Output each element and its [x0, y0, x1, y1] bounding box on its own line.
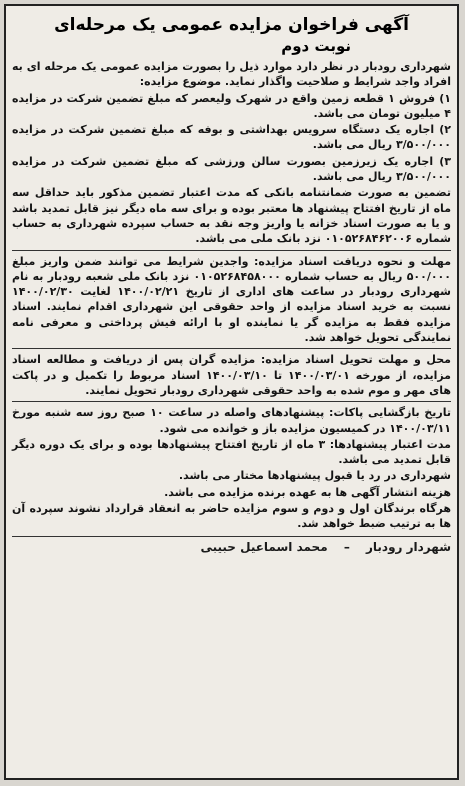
validity-paragraph: مدت اعتبار پیشنهادها: ۳ ماه از تاریخ افتتاح پیشنهادها بوده و برای یک دوره دیگر قابل تمدید می باشد. [12, 437, 451, 467]
documents-delivery-paragraph: محل و مهلت تحویل اسناد مزایده: مزایده گران پس از دریافت و مطالعه اسناد مزایده، از مورخه ۱۴۰۰/۰۳/۰۱ تا ۱۴۰۰/۰۳/۱۰ اسناد مربوط را تکمیل و در پاکت های مهر و موم شده به واحد حقوقی شهرداری رودبار تحویل نمایند. [12, 353, 451, 397]
opening-date-paragraph: تاریخ بازگشایی پاکات: پیشنهادهای واصله در ساعت ۱۰ صبح روز سه شنبه مورخ ۱۴۰۰/۰۳/۱۱ در کمیسیون مزایده باز و خوانده می شود. [12, 406, 452, 435]
signature-separator: – [343, 539, 350, 554]
rights-paragraph: شهرداری در رد یا قبول پیشنهادها مختار می باشد. [178, 469, 451, 483]
item-3-paragraph: ۳) اجاره یک زیرزمین بصورت سالن ورزشی که مبلغ تضمین شرکت در مزایده ۳/۵۰۰/۰۰۰ ریال می باشد. [12, 154, 451, 184]
item-1-paragraph: ۱) فروش ۱ قطعه زمین واقع در شهرک ولیعصر که مبلغ تضمین شرکت در مزایده ۴ میلیون تومان می باشد. [12, 91, 452, 120]
signature-role: شهردار رودبار [366, 539, 451, 554]
notice-subtitle: نوبت دوم [281, 37, 351, 55]
intro-paragraph: شهرداری رودبار در نظر دارد موارد ذیل را بصورت مزایده عمومی یک مرحله ای به افراد واجد شرایط و صلاحیت واگذار نماید. موضوع مزایده: [12, 60, 451, 89]
signature-line [12, 536, 451, 554]
signature-name: محمد اسماعیل حبیبی [200, 539, 328, 554]
notice-title: آگهی فراخوان مزایده عمومی یک مرحله‌ای [54, 15, 409, 35]
fees-paragraph: هزینه انتشار آگهی ها به عهده برنده مزایده می باشد. [164, 485, 451, 499]
auction-notice [4, 4, 459, 780]
divider [12, 401, 451, 402]
documents-receipt-paragraph: مهلت و نحوه دریافت اسناد مزایده: واجدین شرایط می توانند ضمن واریز مبلغ ۵۰۰/۰۰۰ ریال به حساب شماره ۰۱۰۵۲۶۸۴۵۸۰۰۰ نزد بانک ملی شعبه رودبار به نام شهرداری رودبار در ساعت های اداری از تاریخ ۱۴۰۰/۰۲/۲۱ لغایت ۱۴۰۰/۰۲/۳۰ نسبت به خرید اسناد مزایده از واحد حقوقی این شهرداری اقدام نمایند. اسناد مزایده فقط به مزایده گر یا نماینده او با ارائه فیش پرداختی و معرفی نامه نمایندگی تحویل خواهد شد. [12, 254, 451, 345]
divider [12, 250, 451, 251]
item-2-paragraph: ۲) اجاره یک دستگاه سرویس بهداشتی و بوفه که مبلغ تضمین شرکت در مزایده ۳/۵۰۰/۰۰۰ ریال می باشد. [12, 123, 451, 152]
divider [12, 348, 451, 349]
guarantee-paragraph: تضمین به صورت ضمانتنامه بانکی که مدت اعتبار تضمین مذکور باید حداقل سه ماه از تاریخ افتتاح پیشنهاد ها معتبر بوده و برای سه ماه دیگر نیز قابل تمدید باشد و یا به صورت اسناد خزانه یا واریز وجه نقد به حساب سپرده شهرداری به حساب شماره ۰۱۰۵۲۶۸۴۶۲۰۰۶ نزد بانک ملی می باشد. [12, 186, 451, 246]
forfeit-paragraph: هرگاه برندگان اول و دوم و سوم مزایده حاضر به انعقاد قرارداد نشوند سپرده آن ها به ترتیب ضبط خواهد شد. [12, 502, 451, 531]
